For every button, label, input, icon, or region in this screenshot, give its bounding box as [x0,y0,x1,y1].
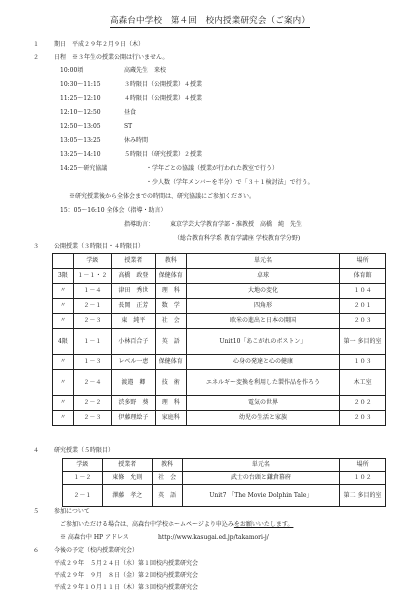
header-cell: 単元名 [186,254,339,269]
header-cell: 教科 [155,254,186,269]
schedule-item: ３時限目（公開授業）４授業 [124,81,203,88]
subject-cell: 社 会 [155,314,186,329]
kyogi-note: ※研究授業後から全体会までの時間は、研究協議にご参加ください。 [69,193,256,200]
open-class-table [52,253,386,426]
teacher-cell: 高橋 政登 [111,269,155,284]
schedule-time: 13:25～14:10 [60,151,101,158]
table-header-row [63,459,386,472]
future-schedule-item: 平成２９年 ９月 ８日（金）第２回校内授業研究会 [54,572,199,579]
participation-text-underlined: をお願いいたします。 [233,521,294,528]
schedule-time: 13:05～13:25 [60,137,101,144]
subject-cell: 英 語 [155,329,186,355]
website-label: ※ 高森台中 HP アドレス [60,534,129,541]
participation-heading: 参加について [54,508,90,515]
header-cell: 単元名 [182,459,340,472]
place-cell: ２０３ [340,411,386,426]
advisor-name: 東京学芸大学教育学部・准教授 高橋 純 先生 [170,221,303,228]
place-cell: 第二 多目的室 [340,485,386,507]
unit-cell: 心身の発達と心の健康 [186,355,339,370]
subject-cell: 家庭科 [155,411,186,426]
header-cell: 学級 [63,459,103,472]
subject-cell: 数 学 [155,299,186,314]
subject-cell: 技 術 [155,370,186,396]
place-cell: 体育館 [340,269,386,284]
unit-cell: 大地の変化 [186,284,339,299]
unit-cell: Unit10「あこがれのボストン」 [186,329,339,355]
period-cell: 〃 [53,299,74,314]
teacher-cell: 小林百合子 [111,329,155,355]
schedule-time: 10:00頃 [60,67,84,74]
advisor-label: 指導助言： [124,221,155,228]
schedule-time: 12:10～12:50 [60,109,101,116]
header-cell [53,254,74,269]
place-cell: １０２ [340,472,386,485]
open-class-heading: 公開授業（３時限目・４時限目） [54,243,145,250]
subject-cell: 英 語 [152,485,182,507]
place-cell: ２０３ [340,314,386,329]
unit-cell: 欧米の進出と日本の開国 [186,314,339,329]
schedule-heading: 日程 ※３年生の授業公開は行いません。 [54,54,169,61]
future-schedule-item: 平成２９年 ５月２４日（水）第１回校内授業研究会 [54,560,199,567]
class-cell: １－１ [73,329,111,355]
subject-cell: 理 科 [155,284,186,299]
class-cell: ２－３ [73,411,111,426]
kyogi-time: 14:25～研究協議 [60,165,108,172]
table-header-row [53,254,386,269]
teacher-cell: 渋多野 葵 [111,396,155,411]
period-cell: 〃 [53,411,74,426]
website-url-link[interactable]: http://www.kasugai.ed.jp/takamori-j/ [158,534,269,541]
unit-cell: Unit7 「The Movie Dolphin Tale」 [182,485,340,507]
schedule-item: 高蔵先生 来校 [124,67,167,74]
place-cell: ２０２ [340,396,386,411]
subject-cell: 保健体育 [155,355,186,370]
table-row [63,472,386,485]
teacher-cell: 伊藤理絵子 [111,411,155,426]
kyogi-detail-1: ・学年ごとの協議（授業が行われた教室で行う） [146,165,279,172]
table-row [53,370,386,396]
section-6-number: ６ [33,547,40,554]
section-1-number: １ [33,41,40,48]
kyogi-detail-2: ・少人数（学年メンバーを半分）で「３＋１検討法」で行う。 [146,179,314,186]
future-schedule-heading: 今後の予定（校内授業研究会） [54,547,139,554]
header-cell: 場所 [340,459,386,472]
table-row [53,269,386,284]
table-row [53,284,386,299]
teacher-cell: レベル一恵 [111,355,155,370]
subject-cell: 保健体育 [155,269,186,284]
subject-cell: 社 会 [152,472,182,485]
teacher-cell: 澤藤 孝之 [102,485,152,507]
place-cell: １０４ [340,284,386,299]
header-cell: 場所 [340,254,386,269]
class-cell: ２－３ [73,314,111,329]
period-cell: 〃 [53,284,74,299]
date-text: 期日 平成２９年２月９日（木） [54,41,145,48]
unit-cell: 卓球 [186,269,339,284]
table-row [53,396,386,411]
schedule-item: ４時限目（公開授業）４授業 [124,95,203,102]
teacher-cell: 長岡 正芳 [111,299,155,314]
teacher-cell: 渡邉 卿 [111,370,155,396]
teacher-cell: 東 純平 [111,314,155,329]
class-cell: １－３ [73,355,111,370]
header-cell: 授業者 [102,459,152,472]
research-class-table [62,458,386,507]
schedule-time: 11:25～12:10 [60,95,101,102]
schedule-time: 10:30～11:15 [60,81,101,88]
class-cell: ２－４ [73,370,111,396]
advisor-affiliation: （総合教育科学系 教育学講座 学校教育学分野) [174,235,301,242]
section-5-number: ５ [33,508,40,515]
class-cell: ２－１ [63,485,103,507]
research-class-heading: 研究授業（５時限目） [54,447,115,454]
teacher-cell: 東條 允則 [102,472,152,485]
period-cell: 3限 [53,269,74,284]
class-cell: １－４ [73,284,111,299]
teacher-cell: 津田 秀世 [111,284,155,299]
table-row [53,411,386,426]
place-cell: 第一 多目的室 [340,329,386,355]
table-row [53,355,386,370]
zentai-kai: 15：05～16:10 全体会（指導・助言） [60,207,167,214]
place-cell: ２０１ [340,299,386,314]
table-row [63,485,386,507]
header-cell: 学級 [73,254,111,269]
place-cell: 木工室 [340,370,386,396]
section-2-number: ２ [33,54,40,61]
future-schedule-item: 平成２９年１０月１１日（木）第３回校内授業研究会 [54,584,199,591]
class-cell: １－２ [63,472,103,485]
subject-cell: 理 科 [155,396,186,411]
class-cell: ２－１ [73,299,111,314]
schedule-item: 昼食 [124,109,137,116]
table-row [53,299,386,314]
class-cell: １－１・２ [73,269,111,284]
unit-cell: 幼児の生活と家族 [186,411,339,426]
section-4-number: ４ [33,447,40,454]
period-cell: 4限 [53,329,74,355]
schedule-time: 12:50～13:05 [60,123,101,130]
participation-text: ご参加いただける場合は、高森台中学校ホームページより申込みをお願いいたします。 [60,521,294,528]
period-cell: 〃 [53,370,74,396]
schedule-item: ST [124,123,133,130]
period-cell: 〃 [53,314,74,329]
header-cell: 教科 [152,459,182,472]
unit-cell: 武士の台頭と鎌倉幕府 [182,472,340,485]
unit-cell: 電気の世界 [186,396,339,411]
schedule-item: ５時限目（研究授業）２授業 [124,151,203,158]
period-cell: 〃 [53,355,74,370]
unit-cell: 四角形 [186,299,339,314]
period-cell: 〃 [53,396,74,411]
schedule-item: 休み時間 [124,137,149,144]
header-cell: 授業者 [111,254,155,269]
section-3-number: ３ [33,243,40,250]
table-row [53,329,386,355]
document-title: 高森台中学校 第４回 校内授業研究会（ご案内） [109,16,311,26]
class-cell: ２－２ [73,396,111,411]
unit-cell: エネルギー変換を利用した製作品を作ろう [186,370,339,396]
table-row [53,314,386,329]
place-cell: １０３ [340,355,386,370]
